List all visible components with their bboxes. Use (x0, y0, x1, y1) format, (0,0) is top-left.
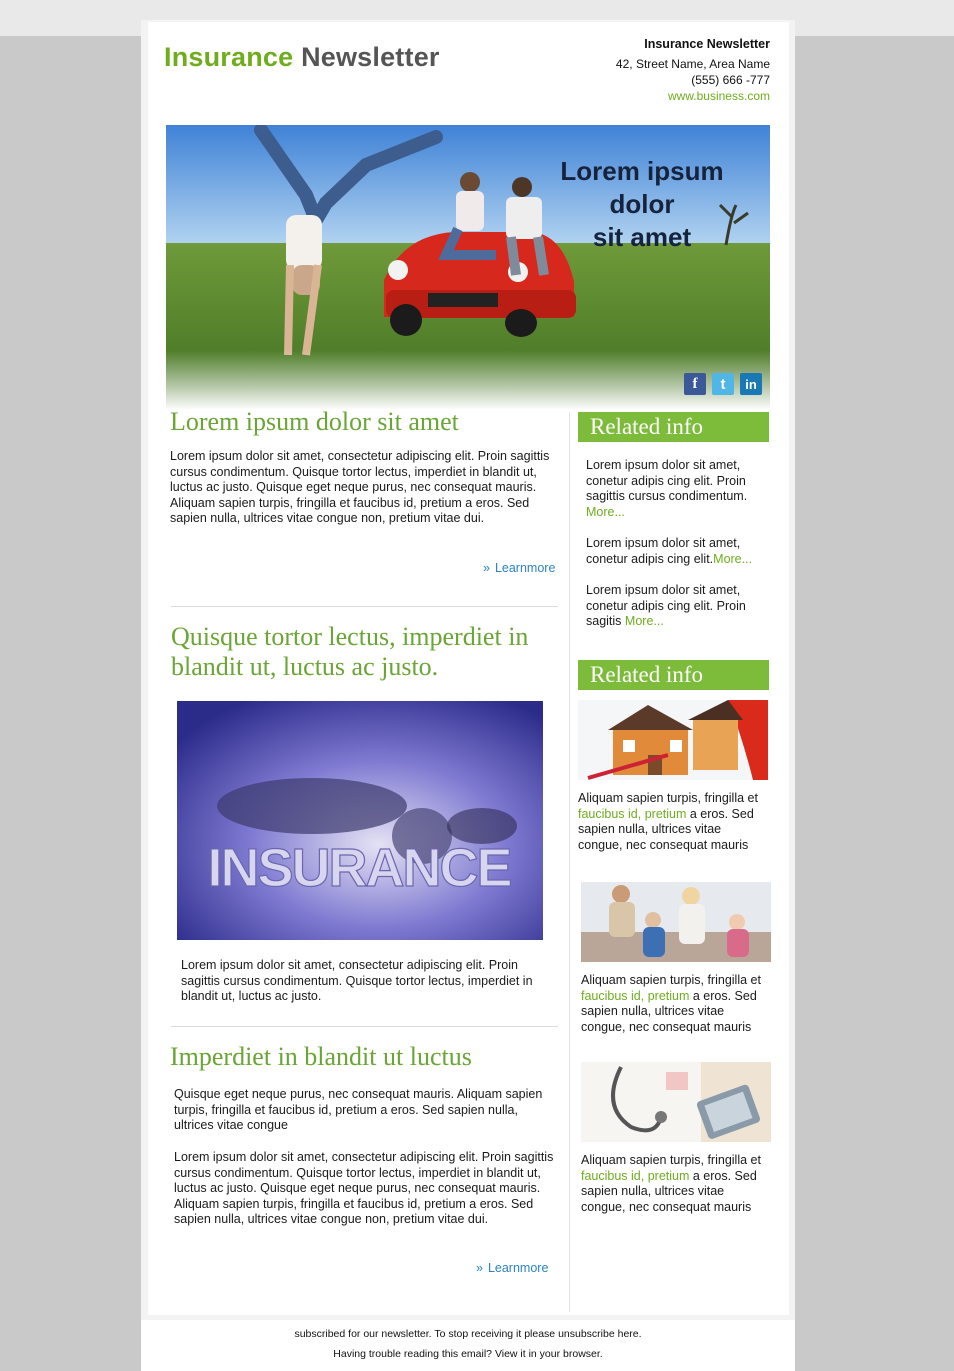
card-text: a eros. Sed sapien nulla, ultrices vitae congue, nec consequat mauris (581, 1168, 757, 1214)
article-3-learnmore-link[interactable] (476, 1261, 548, 1275)
related-item-2 (586, 536, 766, 567)
card-text: a eros. Sed sapien nulla, ultrices vitae congue, nec consequat mauris (578, 806, 754, 852)
hero-headline (532, 155, 752, 254)
related-item-text: Lorem ipsum dolor sit amet, conetur adipis cing elit. Proin sagitis (586, 583, 746, 629)
more-link[interactable]: More... (713, 551, 753, 566)
hero-headline-line-1: Lorem ipsum dolor (560, 156, 724, 219)
social-links (684, 373, 762, 395)
logo-word-2: Newsletter (301, 42, 440, 72)
article-1-learnmore-link[interactable] (483, 561, 555, 575)
learnmore-label: Learnmore (487, 1261, 549, 1275)
more-link[interactable]: More... (586, 504, 625, 519)
divider (171, 1026, 558, 1027)
article-1-body: Lorem ipsum dolor sit amet, consectetur adipiscing elit. Proin sagittis cursus condimentum. Quisque tortor lectus, imperdiet in blandit ut, luctus ac justo. Quisque eget neque purus, nec consequat mauris. Aliquam sapien turpis, fringilla et faucibus id, pretium a eros. Sed sapien nulla, ultrices vitae congue non, pretium vitae dui. (170, 449, 550, 526)
article-2-body: Lorem ipsum dolor sit amet, consectetur adipiscing elit. Proin sagittis cursus condimentum. Quisque tortor lectus, imperdiet in blandit ut, luctus ac justo. (181, 958, 533, 1004)
linkedin-icon[interactable]: in (740, 373, 762, 395)
family-photo (581, 882, 771, 962)
related-card-1-text (578, 791, 768, 853)
card-text: Aliquam sapien turpis, fringilla et (581, 1153, 761, 1167)
related-item-text: Lorem ipsum dolor sit amet, conetur adipis cing elit. Proin sagittis cursus condimentum. (586, 458, 748, 504)
insurance-image (177, 701, 543, 940)
insurance-image-text: INSURANCE (207, 838, 511, 898)
insurance-photo (177, 701, 543, 940)
card-link[interactable]: faucibus id, pretium (581, 988, 690, 1003)
article-2-title[interactable]: Quisque tortor lectus, imperdiet in blandit ut, luctus ac justo. (171, 622, 529, 681)
family-thumbnail[interactable] (581, 882, 771, 962)
related-info-heading-1: Related info (578, 412, 769, 442)
house-thumbnail[interactable] (578, 700, 768, 780)
logo-word-1: Insurance (164, 42, 294, 72)
more-link[interactable]: More... (624, 614, 664, 629)
card-link[interactable]: faucibus id, pretium (578, 806, 687, 821)
related-info-heading-2: Related info (578, 660, 769, 690)
related-item-text: Lorem ipsum dolor sit amet, conetur adipis cing elit. (586, 536, 741, 566)
facebook-icon[interactable]: f (684, 373, 706, 395)
sidebar-divider (569, 412, 570, 1312)
card-text: a eros. Sed sapien nulla, ultrices vitae congue, nec consequat mauris (581, 988, 757, 1034)
related-card-3-text (581, 1153, 771, 1215)
house-photo (578, 700, 768, 780)
contact-block (616, 36, 770, 104)
double-chevron-icon: » (483, 561, 490, 575)
related-card-2-text (581, 973, 771, 1035)
view-in-browser-text[interactable]: Having trouble reading this email? View it in your browser. (333, 1348, 603, 1360)
divider (171, 606, 558, 607)
contact-website-link[interactable]: www.business.com (667, 89, 770, 103)
contact-title: Insurance Newsletter (644, 37, 770, 51)
article-3-title[interactable]: Imperdiet in blandit ut luctus (170, 1042, 472, 1071)
unsubscribe-text[interactable]: subscribed for our newsletter. To stop receiving it please unsubscribe here. (294, 1328, 642, 1340)
related-item-1 (586, 458, 766, 520)
article-3-body-2: Lorem ipsum dolor sit amet, consectetur adipiscing elit. Proin sagittis cursus condimentum. Quisque tortor lectus, imperdiet in blandit ut, luctus ac justo. Quisque eget neque purus, nec consequat mauris. Aliquam sapien turpis, fringilla et faucibus id, pretium a eros. Sed sapien nulla, ultrices vitae congue non, pretium vitae dui. (174, 1150, 554, 1227)
learnmore-label: Learnmore (494, 561, 556, 575)
card-text: Aliquam sapien turpis, fringilla et (581, 973, 761, 987)
card-text: Aliquam sapien turpis, fringilla et (578, 791, 758, 805)
article-1-title[interactable]: Lorem ipsum dolor sit amet (170, 407, 459, 436)
contact-address: 42, Street Name, Area Name (615, 57, 770, 71)
hero-banner (166, 125, 770, 410)
newsletter-logo (164, 42, 440, 73)
contact-phone: (555) 666 -777 (691, 73, 770, 87)
doctor-thumbnail[interactable] (581, 1062, 771, 1142)
hero-headline-line-2: sit amet (592, 222, 692, 252)
footer (141, 1320, 795, 1371)
related-item-3 (586, 583, 766, 630)
double-chevron-icon: » (476, 1261, 483, 1275)
twitter-icon[interactable]: t (712, 373, 734, 395)
card-link[interactable]: faucibus id, pretium (581, 1168, 690, 1183)
article-3-body-1: Quisque eget neque purus, nec consequat mauris. Aliquam sapien turpis, fringilla et faucibus id, pretium a eros. Sed sapien nulla, ultrices vitae congue (174, 1087, 543, 1133)
doctor-photo (581, 1062, 771, 1142)
